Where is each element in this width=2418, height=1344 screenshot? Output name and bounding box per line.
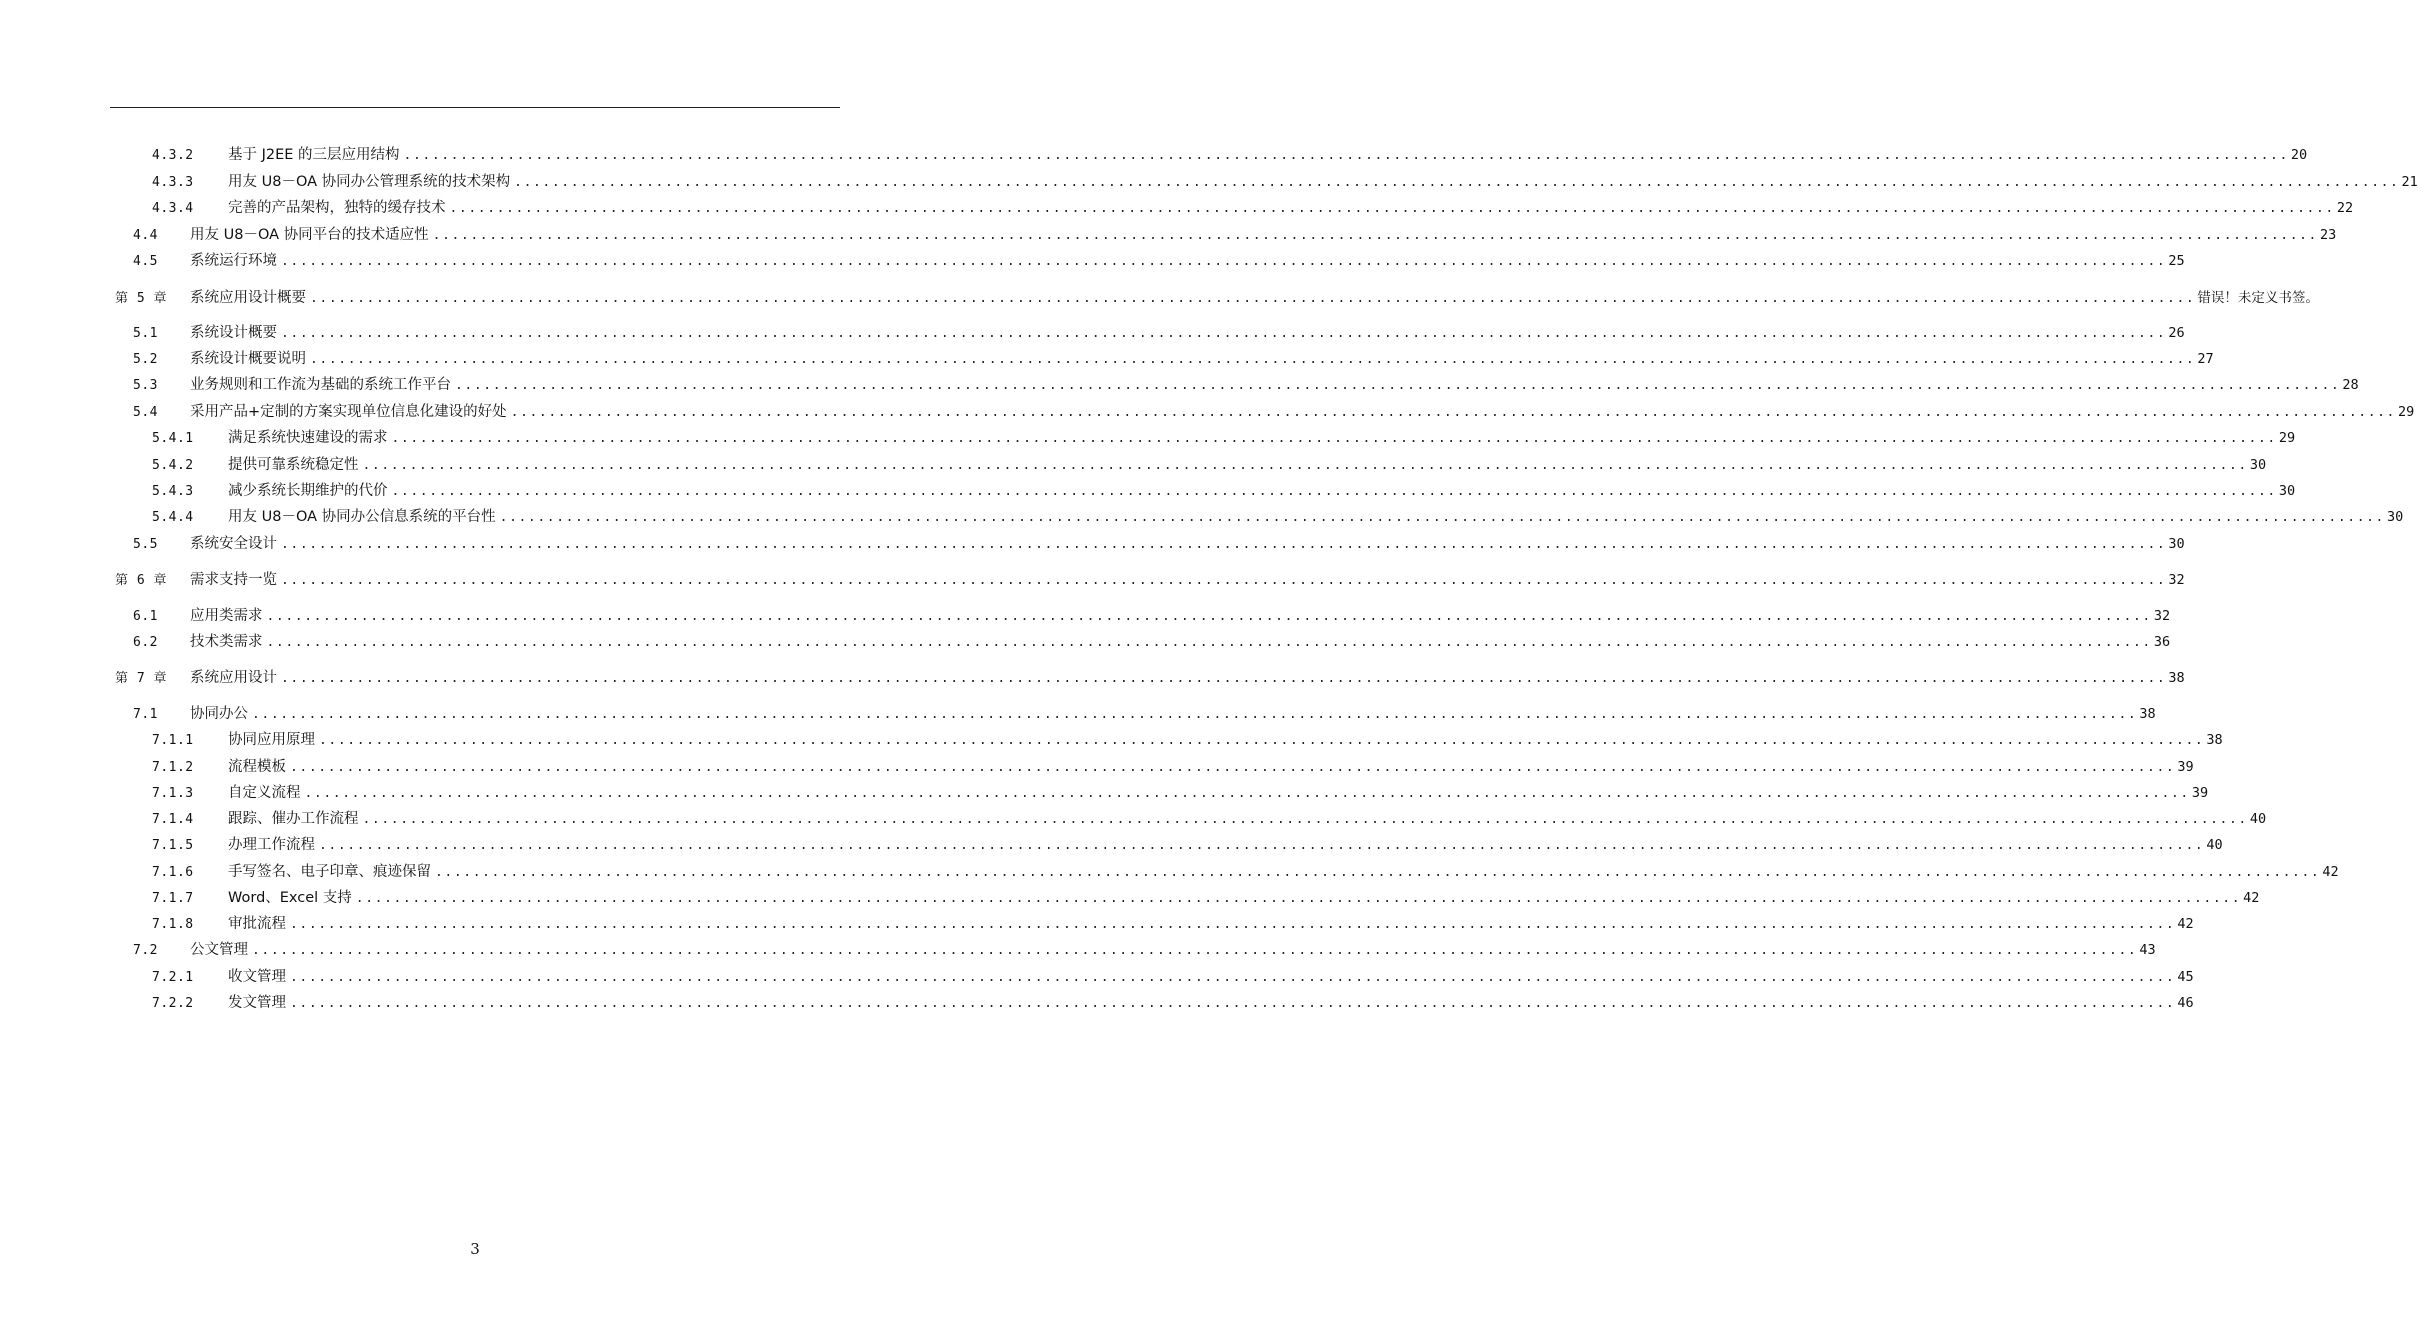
- toc-dot-leader: ........................................................................................................................................................................................................: [290, 996, 2176, 1011]
- toc-entry[interactable]: [115, 570, 2185, 591]
- toc-entry-number: 7.2.1: [152, 970, 194, 985]
- toc-entry-page: 45: [2177, 969, 2194, 985]
- toc-dot-leader: ........................................................................................................................................................................................................: [281, 326, 2167, 341]
- toc-entry[interactable]: [152, 455, 2267, 476]
- toc-entry[interactable]: [152, 809, 2267, 830]
- toc-entry-number: 5.4.2: [152, 458, 194, 473]
- toc-dot-leader: ........................................................................................................................................................................................................: [499, 510, 2385, 525]
- toc-entry-title: Word、Excel 支持: [228, 890, 352, 906]
- toc-dot-leader: ........................................................................................................................................................................................................: [403, 148, 2289, 163]
- toc-entry-title: 系统设计概要说明: [190, 351, 306, 367]
- toc-entry[interactable]: [152, 428, 2296, 449]
- toc-entry-number: 7.2.2: [152, 996, 194, 1011]
- toc-dot-leader: ........................................................................................................................................................................................................: [355, 891, 2242, 906]
- toc-dot-leader: ........................................................................................................................................................................................................: [310, 291, 2196, 306]
- toc-dot-leader: ........................................................................................................................................................................................................: [281, 573, 2167, 588]
- toc-entry-page: 28: [2342, 377, 2359, 393]
- toc-entry-number: 5.4.3: [152, 484, 194, 499]
- toc-entry[interactable]: [152, 888, 2260, 909]
- toc-entry-page: 38: [2168, 670, 2185, 686]
- toc-entry-page: 39: [2177, 759, 2194, 775]
- toc-entry-page: 38: [2139, 706, 2156, 722]
- toc-dot-leader: ........................................................................................................................................................................................................: [435, 865, 2321, 880]
- toc-entry-number: 5.4.1: [152, 431, 194, 446]
- toc-entry-number: 7.1.3: [152, 786, 194, 801]
- toc-entry-title: 基于 J2EE 的三层应用结构: [228, 147, 400, 163]
- toc-entry-number: 第 7 章: [115, 671, 167, 686]
- toc-entry-page: 42: [2322, 864, 2339, 880]
- toc-entry-title: 业务规则和工作流为基础的系统工作平台: [190, 377, 451, 393]
- toc-dot-leader: ........................................................................................................................................................................................................: [290, 970, 2176, 985]
- toc-entry-page: 25: [2168, 253, 2185, 269]
- toc-entry-page: 30: [2278, 483, 2296, 499]
- toc-entry-page: 46: [2177, 995, 2194, 1011]
- toc-dot-leader: ........................................................................................................................................................................................................: [362, 458, 2248, 473]
- toc-entry-page: 40: [2249, 811, 2267, 827]
- toc-dot-leader: ........................................................................................................................................................................................................: [266, 609, 2152, 624]
- toc-entry-page: 27: [2197, 351, 2214, 367]
- toc-entry[interactable]: [115, 288, 2319, 309]
- toc-entry-number: 4.3.4: [152, 201, 194, 216]
- toc-entry-title: 手写签名、电子印章、痕迹保留: [228, 864, 431, 880]
- toc-entry-page: 29: [2398, 404, 2415, 420]
- toc-entry-number: 第 5 章: [115, 291, 167, 306]
- toc-dot-leader: ........................................................................................................................................................................................................: [310, 352, 2196, 367]
- toc-dot-leader: ........................................................................................................................................................................................................: [319, 733, 2205, 748]
- toc-entry-title: 审批流程: [228, 916, 286, 932]
- toc-entry-title: 用友 U8－OA 协同平台的技术适应性: [190, 227, 429, 243]
- toc-entry[interactable]: [133, 704, 2156, 725]
- toc-entry-title: 减少系统长期维护的代价: [228, 483, 388, 499]
- toc-entry[interactable]: [152, 145, 2308, 166]
- toc-dot-leader: ........................................................................................................................................................................................................: [510, 405, 2396, 420]
- toc-entry-number: 7.1.8: [152, 917, 194, 932]
- toc-entry[interactable]: [152, 730, 2223, 751]
- toc-entry-title: 系统运行环境: [190, 253, 277, 269]
- toc-entry[interactable]: [133, 225, 2337, 246]
- toc-entry-title: 公文管理: [190, 942, 248, 958]
- toc-entry-number: 4.3.3: [152, 175, 194, 190]
- toc-entry-page: 39: [2191, 785, 2209, 801]
- toc-dot-leader: ........................................................................................................................................................................................................: [391, 484, 2277, 499]
- toc-entry-title: 采用产品+定制的方案实现单位信息化建设的好处: [190, 404, 507, 420]
- toc-entry[interactable]: [152, 757, 2194, 778]
- toc-dot-leader: ........................................................................................................................................................................................................: [281, 254, 2167, 269]
- toc-entry-page: 42: [2243, 890, 2260, 906]
- toc-entry-title: 需求支持一览: [190, 572, 277, 588]
- toc-entry-number: 7.1.1: [152, 733, 194, 748]
- toc-entry-number: 5.5: [133, 537, 158, 552]
- toc-entry-number: 6.1: [133, 609, 158, 624]
- toc-entry-title: 发文管理: [228, 995, 286, 1011]
- toc-entry-page: 36: [2153, 634, 2171, 650]
- toc-entry-title: 提供可靠系统稳定性: [228, 457, 359, 473]
- page-number: 3: [470, 1240, 480, 1258]
- toc-dot-leader: ........................................................................................................................................................................................................: [319, 838, 2205, 853]
- toc-entry-page: 23: [2319, 227, 2337, 243]
- toc-entry-number: 7.1: [133, 707, 158, 722]
- toc-entry-page: 42: [2177, 916, 2194, 932]
- toc-entry-number: 4.3.2: [152, 148, 194, 163]
- toc-entry-number: 7.1.7: [152, 891, 194, 906]
- toc-entry-page: 32: [2153, 608, 2171, 624]
- toc-dot-leader: ........................................................................................................................................................................................................: [290, 917, 2176, 932]
- toc-entry-title: 满足系统快速建设的需求: [228, 430, 388, 446]
- toc-entry[interactable]: [133, 323, 2185, 344]
- header-rule: [110, 107, 840, 108]
- toc-dot-leader: ........................................................................................................................................................................................................: [362, 812, 2248, 827]
- toc-entry-page: 26: [2168, 325, 2185, 341]
- toc-dot-leader: ........................................................................................................................................................................................................: [281, 671, 2167, 686]
- toc-dot-leader: ........................................................................................................................................................................................................: [252, 707, 2138, 722]
- toc-entry-number: 7.1.6: [152, 865, 194, 880]
- toc-entry-title: 应用类需求: [190, 608, 263, 624]
- toc-entry[interactable]: [133, 940, 2156, 961]
- toc-entry-page: 30: [2168, 536, 2185, 552]
- toc-entry-page: 22: [2336, 200, 2354, 216]
- toc-entry[interactable]: [133, 251, 2185, 272]
- toc-entry-title: 流程模板: [228, 759, 286, 775]
- toc-entry-page: 30: [2386, 509, 2404, 525]
- toc-entry-page: 32: [2168, 572, 2185, 588]
- toc-entry-title: 用友 U8－OA 协同办公信息系统的平台性: [228, 509, 496, 525]
- toc-entry-page: 29: [2278, 430, 2296, 446]
- toc-entry-page: 20: [2290, 147, 2308, 163]
- toc-entry[interactable]: [133, 606, 2171, 627]
- toc-dot-leader: ........................................................................................................................................................................................................: [432, 228, 2318, 243]
- toc-dot-leader: ........................................................................................................................................................................................................: [449, 201, 2335, 216]
- toc-entry-number: 6.2: [133, 635, 158, 650]
- toc-entry-title: 技术类需求: [190, 634, 263, 650]
- toc-entry[interactable]: [133, 402, 2415, 423]
- toc-dot-leader: ........................................................................................................................................................................................................: [455, 378, 2341, 393]
- toc-entry-page: 40: [2206, 837, 2223, 853]
- toc-entry[interactable]: [115, 668, 2185, 689]
- toc-dot-leader: ........................................................................................................................................................................................................: [514, 175, 2400, 190]
- toc-entry[interactable]: [152, 783, 2209, 804]
- toc-entry-title: 自定义流程: [228, 785, 301, 801]
- toc-dot-leader: ........................................................................................................................................................................................................: [266, 635, 2152, 650]
- toc-entry[interactable]: [152, 862, 2339, 883]
- toc-entry-page: 43: [2139, 942, 2156, 958]
- toc-dot-leader: ........................................................................................................................................................................................................: [252, 943, 2138, 958]
- toc-entry[interactable]: [152, 835, 2223, 856]
- toc-dot-leader: ........................................................................................................................................................................................................: [290, 760, 2176, 775]
- toc-entry-page: 30: [2249, 457, 2267, 473]
- toc-entry-title: 用友 U8－OA 协同办公管理系统的技术架构: [228, 174, 511, 190]
- toc-dot-leader: ........................................................................................................................................................................................................: [391, 431, 2277, 446]
- toc-entry[interactable]: [133, 375, 2359, 396]
- toc-entry-title: 系统应用设计: [190, 670, 277, 686]
- toc-entry-number: 7.1.4: [152, 812, 194, 827]
- toc-entry-title: 跟踪、催办工作流程: [228, 811, 359, 827]
- toc-entry-title: 协同应用原理: [228, 732, 315, 748]
- toc-entry[interactable]: [152, 507, 2404, 528]
- toc-entry[interactable]: [133, 632, 2171, 653]
- toc-entry-number: 7.1.5: [152, 838, 194, 853]
- toc-entry-page: 21: [2401, 174, 2418, 190]
- toc-entry-number: 7.1.2: [152, 760, 194, 775]
- toc-entry[interactable]: [133, 349, 2214, 370]
- toc-entry[interactable]: [152, 481, 2296, 502]
- toc-entry-title: 完善的产品架构，独特的缓存技术: [228, 200, 446, 216]
- toc-entry[interactable]: [152, 993, 2194, 1014]
- toc-entry-title: 收文管理: [228, 969, 286, 985]
- toc-entry-page: 38: [2206, 732, 2223, 748]
- toc-entry-number: 5.3: [133, 378, 158, 393]
- toc-entry[interactable]: [133, 534, 2185, 555]
- toc-entry-page: 错误！未定义书签。: [2197, 290, 2319, 306]
- toc-entry[interactable]: [152, 172, 2418, 193]
- toc-entry-number: 5.4: [133, 405, 158, 420]
- toc-entry-title: 系统设计概要: [190, 325, 277, 341]
- toc-entry-title: 协同办公: [190, 706, 248, 722]
- toc-entry-number: 5.4.4: [152, 510, 194, 525]
- toc-entry[interactable]: [152, 914, 2194, 935]
- toc-entry-title: 办理工作流程: [228, 837, 315, 853]
- toc-entry-title: 系统安全设计: [190, 536, 277, 552]
- toc-entry-number: 4.5: [133, 254, 158, 269]
- toc-dot-leader: ........................................................................................................................................................................................................: [304, 786, 2190, 801]
- toc-entry-number: 4.4: [133, 228, 158, 243]
- toc-entry[interactable]: [152, 967, 2194, 988]
- toc-dot-leader: ........................................................................................................................................................................................................: [281, 537, 2167, 552]
- toc-entry[interactable]: [152, 198, 2354, 219]
- toc-entry-number: 5.1: [133, 326, 158, 341]
- toc-entry-number: 5.2: [133, 352, 158, 367]
- toc-entry-number: 7.2: [133, 943, 158, 958]
- toc-entry-number: 第 6 章: [115, 573, 167, 588]
- toc-entry-title: 系统应用设计概要: [190, 290, 306, 306]
